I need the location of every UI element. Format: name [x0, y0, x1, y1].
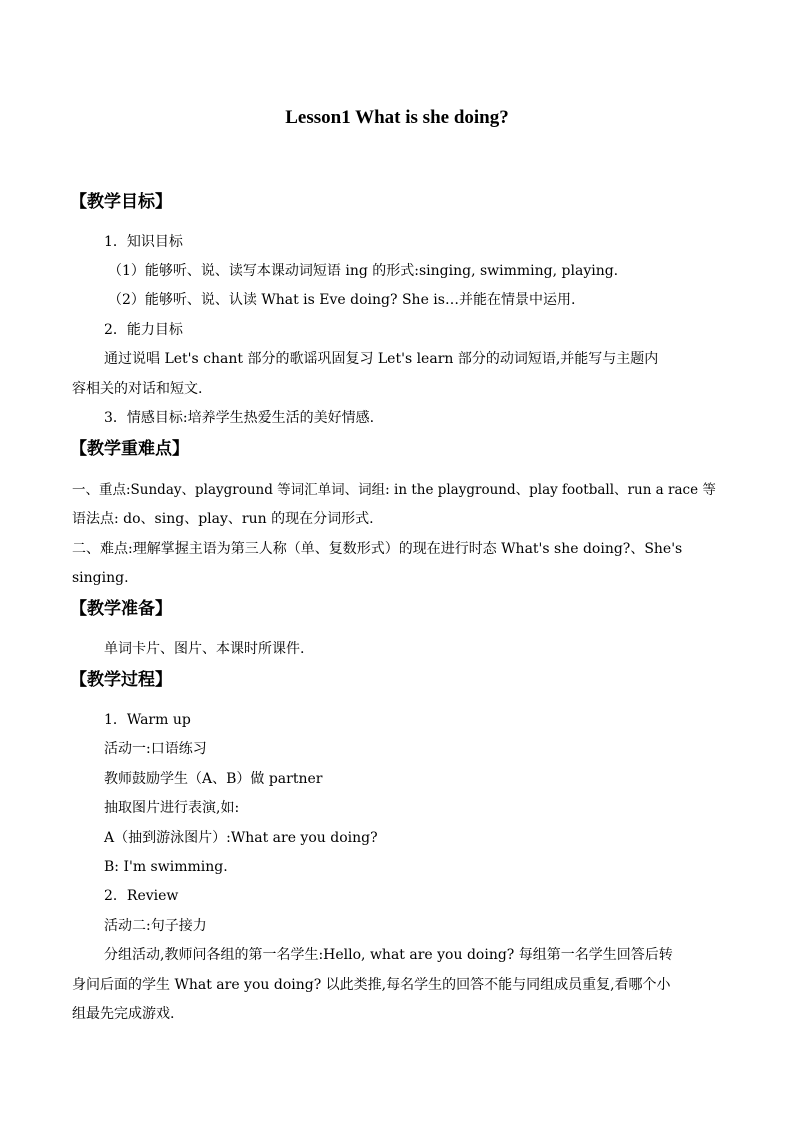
heading-key-points: 【教学重难点】: [70, 439, 189, 459]
key-points-line-3: 二、难点:理解掌握主语为第三人称（单、复数形式）的现在进行时态 What's she doing?、She's: [72, 541, 683, 557]
key-points-line-1: 一、重点:Sunday、playground 等词汇单词、词组: in the playground、play football、run a race 等: [72, 482, 716, 498]
process-line-4: 抽取图片进行表演,如:: [104, 800, 240, 816]
process-line-8: 活动二:句子接力: [104, 918, 207, 934]
process-line-7: 2．Review: [104, 888, 179, 904]
heading-preparation: 【教学准备】: [70, 599, 172, 619]
objectives-line-2: （1）能够听、说、读写本课动词短语 ing 的形式:singing, swimming, playing.: [108, 263, 619, 279]
process-line-6: B: I'm swimming.: [104, 859, 228, 875]
process-line-3: 教师鼓励学生（A、B）做 partner: [104, 771, 323, 787]
key-points-line-2: 语法点: do、sing、play、run 的现在分词形式.: [72, 511, 374, 527]
heading-objectives: 【教学目标】: [70, 192, 172, 212]
process-line-11: 组最先完成游戏.: [72, 1006, 175, 1022]
objectives-line-7: 3．情感目标:培养学生热爱生活的美好情感.: [104, 410, 375, 426]
objectives-line-5: 通过说唱 Let's chant 部分的歌谣巩固复习 Let's learn 部分的动词短语,并能写与主题内: [104, 351, 659, 367]
process-line-10: 身问后面的学生 What are you doing? 以此类推,每名学生的回答不能与同组成员重复,看哪个小: [72, 977, 671, 993]
document-title: Lesson1 What is she doing?: [285, 107, 509, 128]
heading-process: 【教学过程】: [70, 670, 172, 690]
key-points-line-4: singing.: [72, 570, 129, 586]
objectives-line-1: 1．知识目标: [104, 234, 183, 250]
objectives-line-6: 容相关的对话和短文.: [72, 381, 203, 397]
preparation-line-1: 单词卡片、图片、本课时所课件.: [104, 641, 305, 657]
process-line-2: 活动一:口语练习: [104, 741, 207, 757]
objectives-line-3: （2）能够听、说、认读 What is Eve doing? She is…并能在情景中运用.: [108, 292, 576, 308]
process-line-5: A（抽到游泳图片）:What are you doing?: [104, 830, 378, 846]
objectives-line-4: 2．能力目标: [104, 322, 183, 338]
process-line-1: 1．Warm up: [104, 712, 191, 728]
process-line-9: 分组活动,教师问各组的第一名学生:Hello, what are you doing? 每组第一名学生回答后转: [104, 947, 673, 963]
